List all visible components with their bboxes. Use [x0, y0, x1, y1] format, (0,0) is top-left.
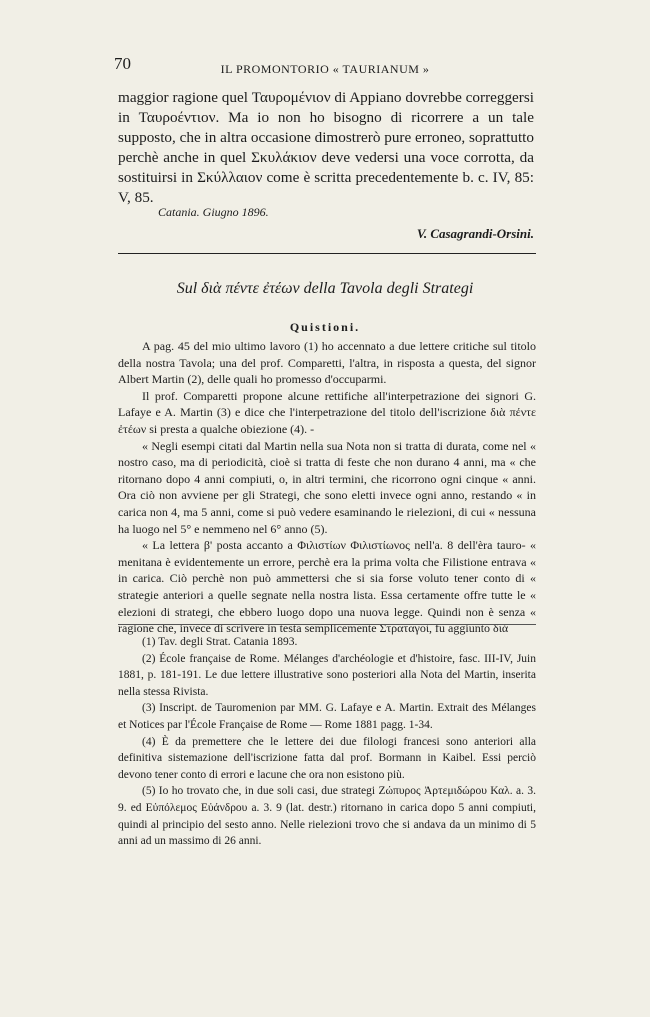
article-title: Sul διὰ πέντε ἐτέων della Tavola degli Strategi: [176, 280, 474, 297]
author-signature: V. Casagrandi-Orsini.: [416, 226, 534, 241]
section-divider: [118, 253, 536, 254]
footnote: (4) È da premettere che le lettere dei due filologi francesi sono anteriori alla definitiva sistemazione dell'iscrizione fatta dal prof. Bormann in Kaibel. Essi perciò devono tener conto di errori e lacune che ora non esistono più.: [118, 735, 536, 781]
dateline: Catania. Giugno 1896.: [158, 205, 269, 219]
footnote: (5) Io ho trovato che, in due soli casi, due strategi Ζώπυρος Ἀρτεμιδώρου Καλ. a. 3. 9. ed Εὐπόλεμος Εὐάνδρου a. 3. 9 (lat. destr.) ritornano in carica dopo 5 anni compiuti, quindi al principio del sesto anno. Nelle rielezioni trovo che si andava da un minimo di 5 anni ad un massimo di 26 anni.: [118, 785, 536, 848]
footnote: (3) Inscript. de Tauromenion par MM. G. Lafaye e A. Martin. Extrait des Mélanges et Notices par l'École Française de Rome — Rome 1881 pagg. 1-34.: [118, 702, 536, 731]
running-title: IL PROMONTORIO « TAURIANUM »: [220, 62, 430, 76]
page-number: 70: [114, 54, 131, 73]
intro-text: [118, 88, 534, 208]
article-paragraph: Il prof. Comparetti propone alcune rettifiche all'interpetrazione dei signori G. Lafaye e A. Martin (3) e dice che l'interpetrazione del titolo dell'iscrizione διὰ πέντε ἐτέων si presta a qualche obiezione (4). -: [118, 388, 536, 436]
article-subheading: Quistioni.: [289, 320, 361, 334]
footnotes: [118, 634, 536, 850]
footnote-rule: [118, 624, 536, 625]
article-body: [118, 338, 536, 637]
article-paragraph: « Negli esempi citati dal Martin nella sua Nota non si tratta di durata, come nel « nostro caso, ma di periodicità, cioè si tratta di feste che non durano 4 anni, ma « che ritornano dopo 4 anni compiuti, o, in altri termini, che ricorrono ogni cinque « anni. Ora ciò non avviene per gli Strategi, che sono eletti invece ogni anno, restando « in carica non 4, ma 5 anni, come si può vedere esaminando le rielezioni, di cui « nessuna ha luogo nel 5° e nemmeno nel 6° anno (5).: [118, 438, 536, 536]
footnote: (1) Tav. degli Strat. Catania 1893.: [142, 636, 298, 648]
article-paragraph: A pag. 45 del mio ultimo lavoro (1) ho accennato a due lettere critiche sul titolo della nostra Tavola; una del prof. Comparetti, l'altra, in risposta a questa, del signor Albert Martin (2), delle quali ho promesso d'occuparmi.: [118, 339, 536, 387]
article-paragraph: « La lettera β' posta accanto a Φιλιστίων Φιλιστίωνος nell'a. 8 dell'èra tauro- « menitana è evidentemente un errore, perchè era la prima volta che Filistione entrava « in carica. Ciò perchè non può ammettersi che si sia forse voluto tener conto di « strategie anteriori a quelle segnate nella nostra lista. Essa certamente offre tutte le « elezioni di strategi, che ebbero luogo dopo una nuova legge. Quindi non è senza « ragione che, invece di scrivere in testa semplicemente Στραταγοί, fu aggiunto διὰ: [118, 538, 536, 636]
intro-paragraph: maggior ragione quel Ταυρομένιον di Appiano dovrebbe correggersi in Ταυροέντιον. Ma io non ho bisogno di ricorrere a un tale supposto, che in altra occasione dimostrerò pure erroneo, soprattutto perchè anche in quel Σκυλάκιον deve vedersi una voce corrotta, da sostituirsi in Σκύλλαιον come è scritta precedentemente b. c. IV, 85: V, 85.: [118, 89, 534, 206]
signature-block: [118, 205, 534, 242]
footnote: (2) École française de Rome. Mélanges d'archéologie et d'histoire, fasc. III-IV, Juin 1881, p. 181-191. Le due lettere illustrative sono posteriori alla Nota del Martin, inserita nella stessa Rivista.: [118, 652, 536, 698]
